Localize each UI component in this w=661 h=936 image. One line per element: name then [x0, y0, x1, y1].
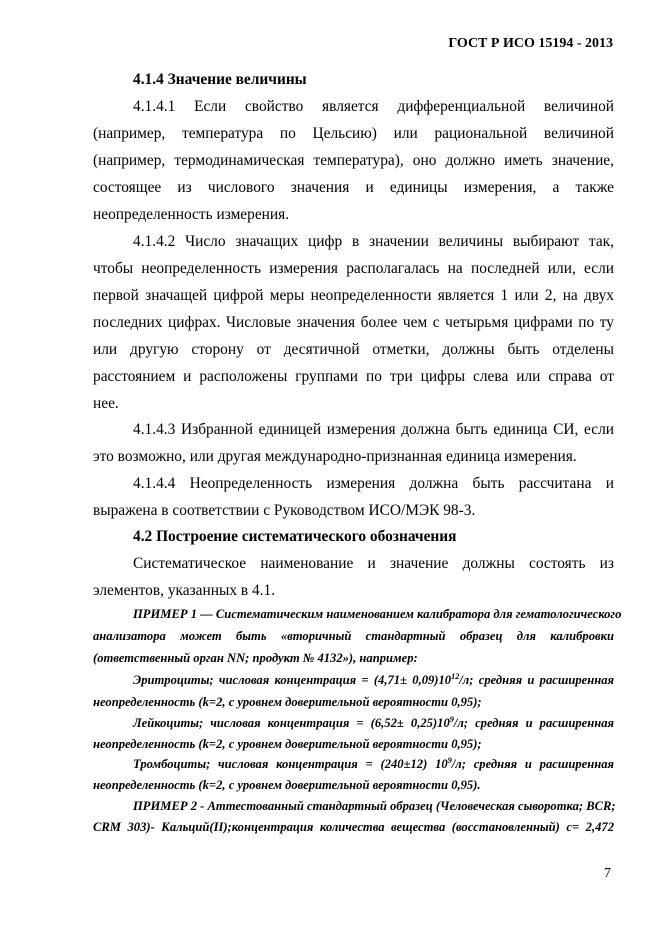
paragraph-line: чтобы неопределенность измерения располагалась на последней или, если — [93, 260, 614, 277]
paragraph-line: 4.1.4.1 Если свойство является дифференциальной величиной — [133, 98, 614, 115]
example-thrombocytes-line: Тромбоциты; числовая концентрация = (240±12) $10^9/л$; средняя и расширенная — [133, 755, 614, 771]
paragraph-line: нее. — [93, 395, 119, 412]
paragraph-line: состоящее из числового значения и единицы измерения, а также — [93, 179, 614, 196]
paragraph-line: (например, температура по Цельсию) или рациональной величиной — [93, 125, 614, 142]
paragraph-line: 4.1.4.3 Избранной единицей измерения должна быть единица СИ, если — [133, 421, 614, 438]
paragraph-line: расстоянием и расположены группами по три цифры слева или справа от — [93, 368, 614, 385]
paragraph-line: первой значащей цифрой меры неопределенности является 1 или 2, на двух — [93, 287, 614, 304]
paragraph-line: элементов, указанных в 4.1. — [93, 582, 276, 599]
section-heading-4-2: 4.2 Построение систематического обозначения — [133, 528, 457, 545]
example-line: неопределенность (k=2, с уровнем доверительной вероятности 0,95). — [93, 778, 481, 792]
document-header: ГОСТ Р ИСО 15194 - 2013 — [448, 36, 613, 51]
example-line: ПРИМЕР 2 - Аттестованный стандартный образец (Человеческая сыворотка; BCR; — [133, 799, 616, 813]
example-leukocytes-line: Лейкоциты; числовая концентрация = $(6,52\pm 0,25)10^9/л$; средняя и расширенная — [133, 714, 614, 730]
paragraph-line: последних цифрах. Числовые значения более чем с четырьмя цифрами по ту — [93, 314, 614, 331]
example-line: неопределенность (k=2, с уровнем доверительной вероятности 0,95); — [93, 737, 482, 751]
example-line: ПРИМЕР 1 — Систематическим наименованием калибратора для гематологического — [133, 607, 622, 621]
paragraph-line: Систематическое наименование и значение должны состоять из — [133, 555, 614, 572]
paragraph-line: или другую сторону от десятичной отметки, должны быть отделены — [93, 341, 614, 358]
example-erythrocytes-line: Эритроциты; числовая концентрация = $(4,71\pm 0,09)10^{12}/л$; средняя и расширенная — [133, 671, 614, 687]
example-line: (ответственный орган NN; продукт № 4132»), например: — [93, 651, 418, 665]
example-line: CRM 303)- Кальций(II);концентрация количества вещества (восстановленный) c= 2,472 — [93, 820, 614, 834]
example-line: анализатора может быть «вторичный стандартный образец для калибровки — [93, 629, 614, 643]
paragraph-line: неопределенность измерения. — [93, 206, 290, 223]
example-line: неопределенность (k=2, с уровнем доверительной вероятности 0,95); — [93, 695, 482, 709]
paragraph-line: (например, термодинамическая температура), оно должно иметь значение, — [93, 152, 614, 169]
paragraph-line: 4.1.4.2 Число значащих цифр в значении величины выбирают так, — [133, 233, 614, 250]
paragraph-line: это возможно, или другая международно-признанная единица измерения. — [93, 448, 577, 465]
paragraph-line: выражена в соответствии с Руководством ИСО/МЭК 98-3. — [93, 502, 476, 519]
section-heading-4-1-4: 4.1.4 Значение величины — [133, 71, 307, 88]
page-number: 7 — [604, 866, 611, 881]
paragraph-line: 4.1.4.4 Неопределенность измерения должна быть рассчитана и — [133, 475, 614, 492]
